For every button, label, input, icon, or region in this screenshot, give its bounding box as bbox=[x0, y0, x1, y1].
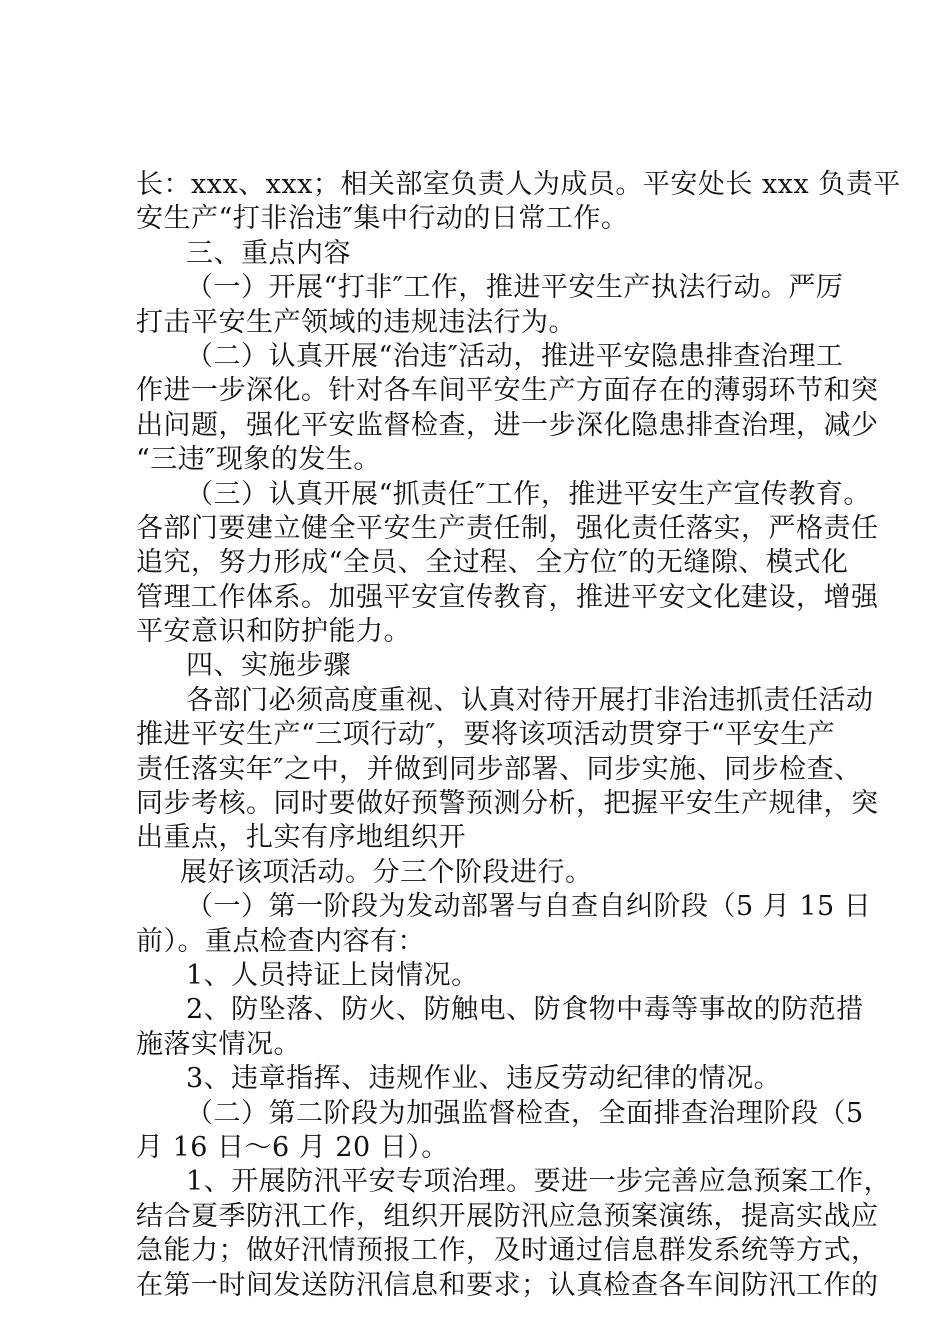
text-line: 推进平安生产“三项行动″，要将该项活动贯穿于“平安生产 bbox=[136, 719, 836, 751]
text-line: 安生产“打非治违″集中行动的日常工作。 bbox=[136, 203, 629, 235]
text-line: 管理工作体系。加强平安宣传教育，推进平安文化建设，增强 bbox=[136, 581, 879, 613]
text-line: 出重点，扎实有序地组织开 bbox=[136, 822, 466, 854]
list-item: 1、开展防汛平安专项治理。要进一步完善应急预案工作， bbox=[186, 1166, 892, 1198]
text-line: 出问题，强化平安监督检查，进一步深化隐患排查治理，减少 bbox=[136, 409, 879, 441]
text-line: 长：xxx、xxx；相关部室负责人为成员。平安处长 xxx 负责平 bbox=[136, 169, 901, 200]
text-line: 打击平安生产领域的违规违法行为。 bbox=[136, 306, 576, 338]
text-line: “三违″现象的发生。 bbox=[136, 444, 381, 476]
text-line: （二）第二阶段为加强监督检查，全面排查治理阶段（5 bbox=[186, 1097, 864, 1129]
document-body bbox=[136, 168, 901, 1303]
text-line: 在第一时间发送防汛信息和要求；认真检查各车间防汛工作的 bbox=[136, 1269, 879, 1301]
text-line: 前）。重点检查内容有： bbox=[136, 925, 425, 957]
text-line: 同步考核。同时要做好预警预测分析，把握平安生产规律，突 bbox=[136, 788, 879, 820]
text-line: （一）开展“打非″工作，推进平安生产执法行动。严厉 bbox=[186, 272, 844, 304]
list-item: 2、防坠落、防火、防触电、防食物中毒等事故的防范措 bbox=[186, 994, 864, 1026]
text-line: 急能力；做好汛情预报工作，及时通过信息群发系统等方式， bbox=[136, 1235, 879, 1267]
text-line: 追究，努力形成“全员、全过程、全方位″的无缝隙、模式化 bbox=[136, 547, 849, 579]
section-heading: 四、实施步骤 bbox=[186, 650, 351, 682]
text-line: 月 16 日～6 月 20 日）。 bbox=[136, 1131, 449, 1163]
text-line: 展好该项活动。分三个阶段进行。 bbox=[180, 856, 593, 888]
text-line: 施落实情况。 bbox=[136, 1028, 301, 1060]
list-item: 1、人员持证上岗情况。 bbox=[186, 959, 479, 991]
section-heading: 三、重点内容 bbox=[186, 237, 351, 269]
text-line: 结合夏季防汛工作，组织开展防汛应急预案演练，提高实战应 bbox=[136, 1200, 879, 1232]
list-item: 3、违章指挥、违规作业、违反劳动纪律的情况。 bbox=[186, 1063, 782, 1095]
text-line: 作进一步深化。针对各车间平安生产方面存在的薄弱环节和突 bbox=[136, 375, 879, 407]
text-line: 责任落实年″之中，并做到同步部署、同步实施、同步检查、 bbox=[136, 753, 862, 785]
text-line: 各部门必须高度重视、认真对待开展打非治违抓责任活动 bbox=[186, 684, 874, 716]
text-line: （二）认真开展“治违″活动，推进平安隐患排查治理工 bbox=[186, 340, 844, 372]
text-line: 各部门要建立健全平安生产责任制，强化责任落实，严格责任 bbox=[136, 512, 879, 544]
text-line: （一）第一阶段为发动部署与自查自纠阶段（5 月 15 日 bbox=[186, 891, 872, 923]
text-line: 平安意识和防护能力。 bbox=[136, 616, 411, 648]
text-line: （三）认真开展“抓责任″工作，推进平安生产宣传教育。 bbox=[186, 478, 871, 510]
